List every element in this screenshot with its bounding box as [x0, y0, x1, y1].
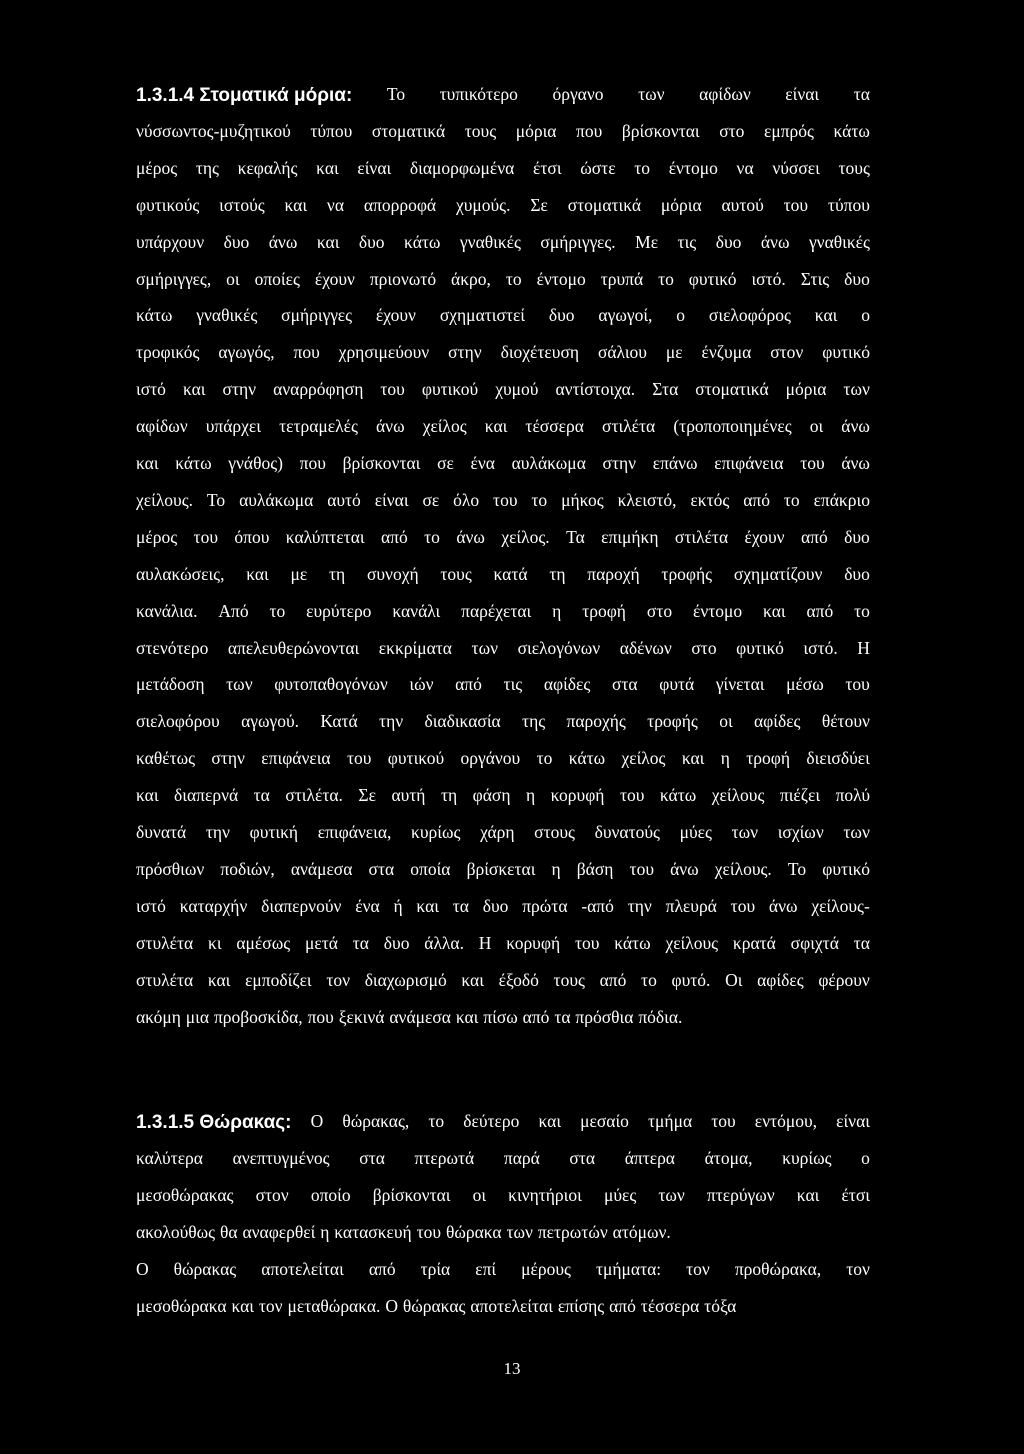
text-line: υπάρχουν δυο άνω και δυο κάτω γναθικές σμήριγγες. Με τις δυο άνω γναθικές	[136, 231, 870, 252]
text-line: και κάτω γνάθος) που βρίσκονται σε ένα αυλάκωμα στην επάνω επιφάνεια του άνω	[136, 453, 870, 473]
text-line: αυλακώσεις, και με τη συνοχή τους κατά τη παροχή τροφής σχηματίζουν δυο	[136, 563, 870, 584]
text-line: ακολούθως θα αναφερθεί η κατασκευή του θώρακα των πετρωτών ατόμων.	[136, 1221, 671, 1242]
text-line: κανάλια. Από το ευρύτερο κανάλι παρέχεται η τροφή στο έντομο και από το	[136, 600, 870, 621]
text-line: σιελοφόρου αγωγού. Κατά την διαδικασία της παροχής τροφής οι αφίδες θέτουν	[136, 711, 870, 732]
text-line: και διαπερνά τα στιλέτα. Σε αυτή τη φάση η κορυφή του κάτω χείλους πιέζει πολύ	[136, 785, 870, 806]
text-line: ιστό καταρχήν διαπερνούν ένα ή και τα δυο πρώτα -από την πλευρά του άνω χείλους-	[136, 895, 870, 916]
text-line: 1.3.1.5 Θώρακας: Ο θώρακας, το δεύτερο και μεσαίο τμήμα του εντόμου, είναι	[136, 1111, 870, 1133]
text-line: στυλέτα και εμποδίζει τον διαχωρισμό και έξοδό τους από το φυτό. Οι αφίδες φέρουν	[136, 969, 870, 990]
text-line: ακόμη μια προβοσκίδα, που ξεκινά ανάμεσα και πίσω από τα πρόσθια πόδια.	[136, 1006, 683, 1027]
text-line: κάτω γναθικές σμήριγγες έχουν σχηματιστεί δυο αγωγοί, ο σιελοφόρος και ο	[136, 305, 870, 326]
text-line: τροφικός αγωγός, που χρησιμεύουν στην διοχέτευση σάλιου με ένζυμα στον φυτικό	[136, 342, 870, 363]
text-line: σμήριγγες, οι οποίες έχουν πριονωτό άκρο, το έντομο τρυπά το φυτικό ιστό. Στις δυο	[136, 268, 870, 289]
text-line: μετάδοση των φυτοπαθογόνων ιών από τις αφίδες στα φυτά γίνεται μέσω του	[136, 674, 870, 695]
section-heading: 1.3.1.4 Στοματικά μόρια:	[136, 85, 353, 106]
text-line: 1.3.1.4 Στοματικά μόρια: Το τυπικότερο όργανο των αφίδων είναι τα	[136, 84, 870, 106]
text-line: φυτικούς ιστούς και να απορροφά χυμούς. Σε στοματικά μόρια αυτού του τύπου	[136, 194, 870, 215]
text-line: μέρος του όπου καλύπτεται από το άνω χείλος. Τα επιμήκη στιλέτα έχουν από δυο	[136, 526, 870, 547]
text-line: στενότερο απελευθερώνονται εκκρίματα των σιελογόνων αδένων στο φυτικό ιστό. Η	[136, 637, 870, 658]
section-heading: 1.3.1.5 Θώρακας:	[136, 1112, 292, 1133]
text-line: καλύτερα ανεπτυγμένος στα πτερωτά παρά στα άπτερα άτομα, κυρίως ο	[136, 1147, 870, 1168]
page-number: 13	[503, 1359, 521, 1378]
text-line: ιστό και στην αναρρόφηση του φυτικού χυμού αντίστοιχα. Στα στοματικά μόρια των	[136, 379, 870, 400]
text-line: καθέτως στην επιφάνεια του φυτικού οργάνου το κάτω χείλος και η τροφή διεισδύει	[136, 748, 870, 769]
text-line: πρόσθιων ποδιών, ανάμεσα στα οποία βρίσκεται η βάση του άνω χείλους. Το φυτικό	[136, 858, 870, 879]
text-line: μέρος της κεφαλής και είναι διαμορφωμένα έτσι ώστε το έντομο να νύσσει τους	[136, 157, 870, 178]
text-line: αφίδων υπάρχει τετραμελές άνω χείλος και τέσσερα στιλέτα (τροποποιημένες οι άνω	[136, 416, 870, 437]
text-line: μεσοθώρακας στον οποίο βρίσκονται οι κινητήριοι μύες των πτερύγων και έτσι	[136, 1184, 870, 1205]
text-line: νύσσωντος-μυζητικού τύπου στοματικά τους μόρια που βρίσκονται στο εμπρός κάτω	[136, 120, 870, 141]
text-line: δυνατά την φυτική επιφάνεια, κυρίως χάρη στους δυνατούς μύες των ισχίων των	[136, 822, 870, 842]
text-line: μεσοθώρακα και τον μεταθώρακα. Ο θώρακας αποτελείται επίσης από τέσσερα τόξα	[136, 1295, 737, 1316]
text-line: χείλους. Το αυλάκωμα αυτό είναι σε όλο του το μήκος κλειστό, εκτός από το επάκριο	[136, 489, 870, 510]
text-line: Ο θώρακας αποτελείται από τρία επί μέρους τμήματα: τον προθώρακα, τον	[136, 1258, 870, 1279]
text-line: στυλέτα κι αμέσως μετά τα δυο άλλα. Η κορυφή του κάτω χείλους κρατά σφιχτά τα	[136, 932, 870, 953]
